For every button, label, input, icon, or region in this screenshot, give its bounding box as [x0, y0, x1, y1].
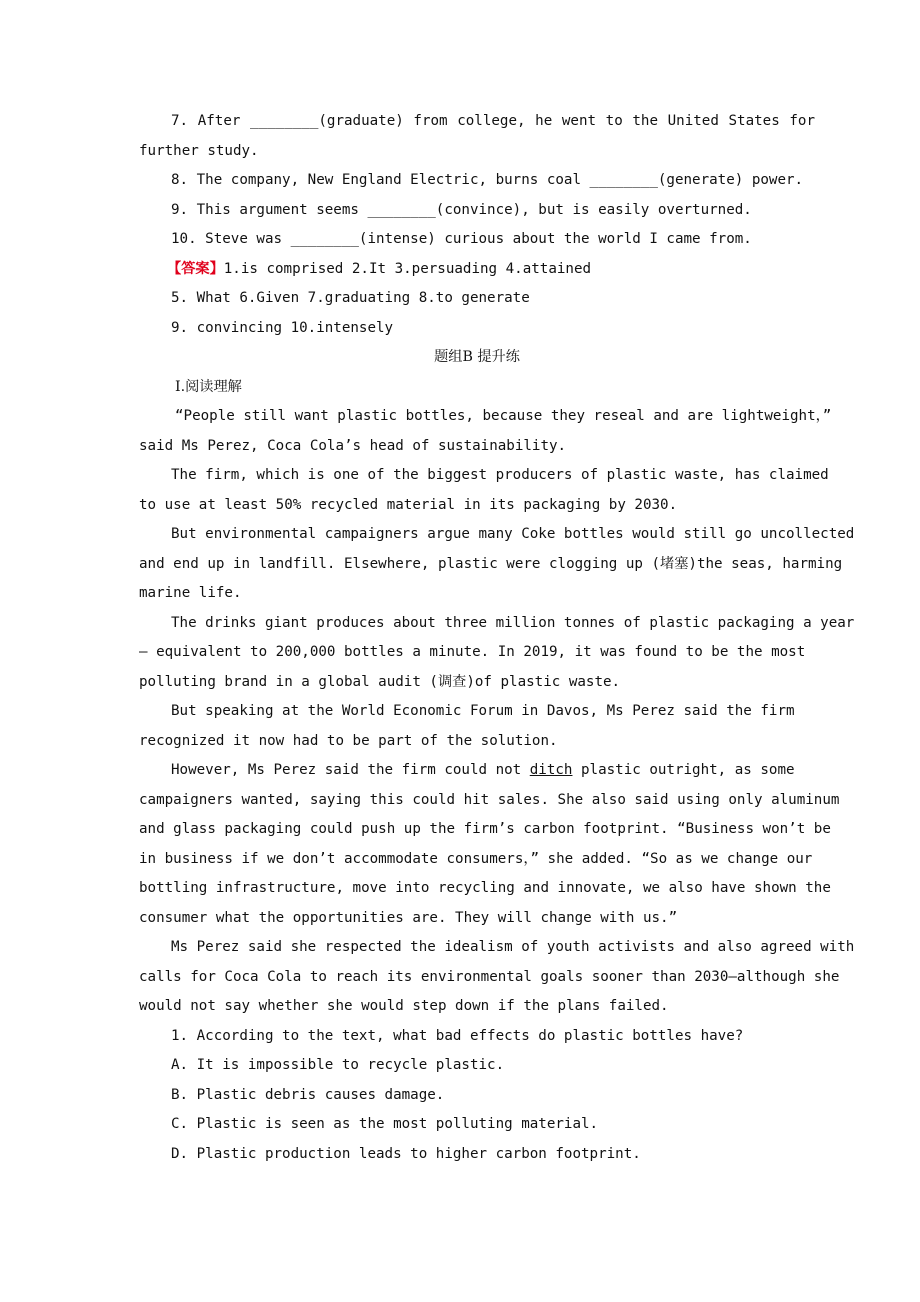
passage-p3-line-3: marine life. [139, 585, 242, 601]
passage-p7-line-1: Ms Perez said she respected the idealism of youth activists and also agreed with [171, 939, 855, 955]
question-1-option-b: B. Plastic debris causes damage. [171, 1086, 445, 1103]
underlined-word-ditch: ditch [529, 762, 573, 778]
passage-p6-line-5: bottling infrastructure, move into recycling and innovate, we also have shown the [139, 880, 831, 896]
passage-p4-line-2: — equivalent to 200,000 bottles a minute. In 2019, it was found to be the most [139, 644, 806, 660]
passage-p7-line-3: would not say whether she would step down if the plans failed. [139, 998, 669, 1014]
passage-p6-text-post: plastic outright, as some [572, 762, 795, 778]
passage-p6-line-4: in business if we don’t accommodate consumers，” she added. “So as we change our [139, 850, 813, 867]
passage-p3-line-2: and end up in landfill. Elsewhere, plastic were clogging up (堵塞)the seas, harming [139, 555, 843, 572]
exercise-7-text: After ________(graduate) from college, he went to the United States for [197, 113, 815, 129]
passage-p2-line-1: The firm, which is one of the biggest producers of plastic waste, has claimed [171, 467, 829, 483]
passage-p5-line-2: recognized it now had to be part of the solution. [139, 732, 558, 749]
answer-line-1 [139, 255, 815, 285]
answer-line-3: 9. convincing 10.intensely [171, 319, 394, 336]
exercise-10-number: 10. [171, 231, 197, 247]
question-1-option-c: C. Plastic is seen as the most polluting material. [171, 1116, 599, 1132]
passage-p6-line-3: and glass packaging could push up the firm’s carbon footprint. “Business won’t be [139, 821, 831, 837]
passage-p4-line-1: The drinks giant produces about three million tonnes of plastic packaging a year [171, 614, 855, 631]
passage-p4-line-3: polluting brand in a global audit (调查)of plastic waste. [139, 673, 621, 690]
question-1-stem: 1. According to the text, what bad effects do plastic bottles have? [171, 1027, 744, 1044]
exercise-9 [139, 196, 815, 226]
exercise-10 [139, 225, 815, 255]
answer-text-1: 1.is comprised 2.It 3.persuading 4.attained [223, 260, 592, 277]
answer-line-2: 5. What 6.Given 7.graduating 8.to generate [171, 290, 530, 306]
answer-label: 【答案】 [167, 260, 224, 277]
passage-p6-line-1 [139, 756, 795, 786]
passage-p1-line-1: “People still want plastic bottles, because they reseal and are lightweight，” [175, 408, 832, 424]
passage-p6-text-pre: However, Ms Perez said the firm could not [171, 762, 530, 778]
passage-p7-line-2: calls for Coca Cola to reach its environmental goals sooner than 2030—although she [139, 968, 840, 985]
exercise-8 [139, 166, 815, 196]
exercise-8-text: The company, New England Electric, burns coal ________(generate) power. [196, 172, 804, 188]
question-1-option-a: A. It is impossible to recycle plastic. [171, 1057, 505, 1073]
passage-p5-line-1: But speaking at the World Economic Forum in Davos, Ms Perez said the firm [171, 703, 795, 719]
exercise-10-text: Steve was ________(intense) curious about the world I came from. [205, 231, 752, 247]
part-title: Ⅰ.阅读理解 [175, 378, 242, 395]
passage-p3-line-1: But environmental campaigners argue many Coke bottles would still go uncollected [171, 526, 855, 542]
passage-p1-line-2: said Ms Perez, Coca Cola’s head of sustainability. [139, 437, 567, 454]
passage-p6-line-2: campaigners wanted, saying this could hit sales. She also said using only aluminum [139, 791, 840, 808]
exercise-9-text: This argument seems ________(convince), but is easily overturned. [196, 201, 752, 218]
document-page [139, 107, 855, 1169]
question-1-option-d: D. Plastic production leads to higher carbon footprint. [171, 1145, 641, 1162]
exercise-7-line-2: further study. [139, 142, 259, 159]
exercise-7-number: 7. [171, 113, 189, 129]
exercise-8-number: 8. [171, 172, 189, 188]
section-title: 题组B 提升练 [434, 349, 520, 365]
passage-p2-line-2: to use at least 50% recycled material in its packaging by 2030. [139, 496, 678, 513]
passage-p6-line-6: consumer what the opportunities are. They will change with us.” [139, 909, 678, 926]
exercise-7-line-1 [139, 107, 815, 137]
exercise-9-number: 9. [171, 201, 189, 218]
